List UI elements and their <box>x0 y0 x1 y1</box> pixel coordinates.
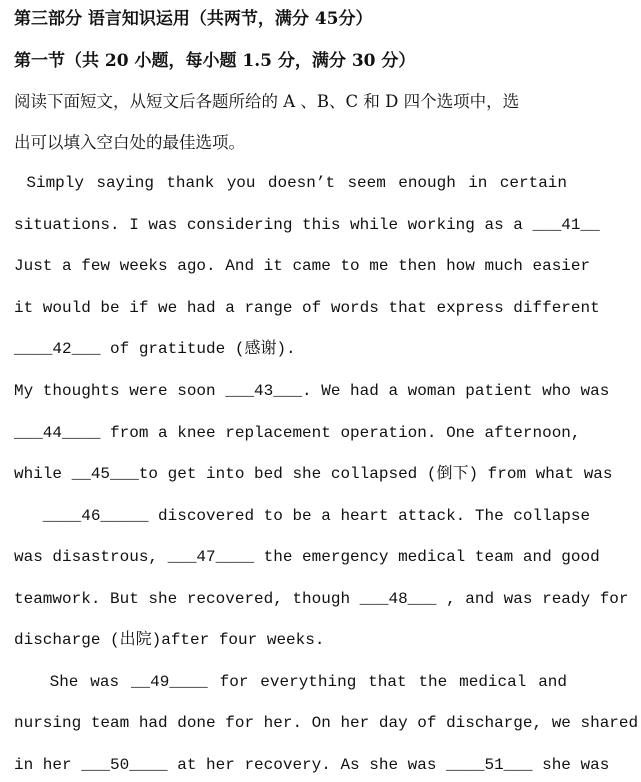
part-heading: 第三部分 语言知识运用（共两节，满分 45分） <box>14 9 373 29</box>
passage-line: Simply saying thank you doesn’t seem enough in certain <box>14 174 567 192</box>
passage-line: teamwork. But she recovered, though ___48___ , and was ready for <box>14 590 629 608</box>
passage-line: was disastrous, ___47____ the emergency medical team and good <box>14 548 600 566</box>
passage-line: nursing team had done for her. On her day of discharge, we shared <box>14 714 639 732</box>
passage-line: while __45___to get into bed she collapsed (倒下) from what was <box>14 465 613 483</box>
passage-line: Just a few weeks ago. And it came to me then how much easier <box>14 257 591 275</box>
passage-line: ___44____ from a knee replacement operation. One afternoon, <box>14 424 581 442</box>
passage-line: discharge (出院)after four weeks. <box>14 631 325 649</box>
passage-line: ____46_____ discovered to be a heart attack. The collapse <box>14 507 591 525</box>
passage-line: ____42___ of gratitude (感谢). <box>14 340 296 358</box>
passage-line: She was __49____ for everything that the medical and <box>14 673 567 691</box>
instruction-line: 出可以填入空白处的最佳选项。 <box>14 133 245 152</box>
section-heading: 第一节（共 20 小题，每小题 1.5 分，满分 30 分） <box>14 51 416 71</box>
passage-line: it would be if we had a range of words that express different <box>14 299 600 317</box>
passage-line: situations. I was considering this while working as a ___41__ <box>14 216 600 234</box>
passage-line: My thoughts were soon ___43___. We had a woman patient who was <box>14 382 610 400</box>
instruction-line: 阅读下面短文，从短文后各题所给的 A 、B、C 和 D 四个选项中，选 <box>14 92 520 111</box>
passage-line: in her ___50____ at her recovery. As she was ____51___ she was <box>14 756 610 774</box>
